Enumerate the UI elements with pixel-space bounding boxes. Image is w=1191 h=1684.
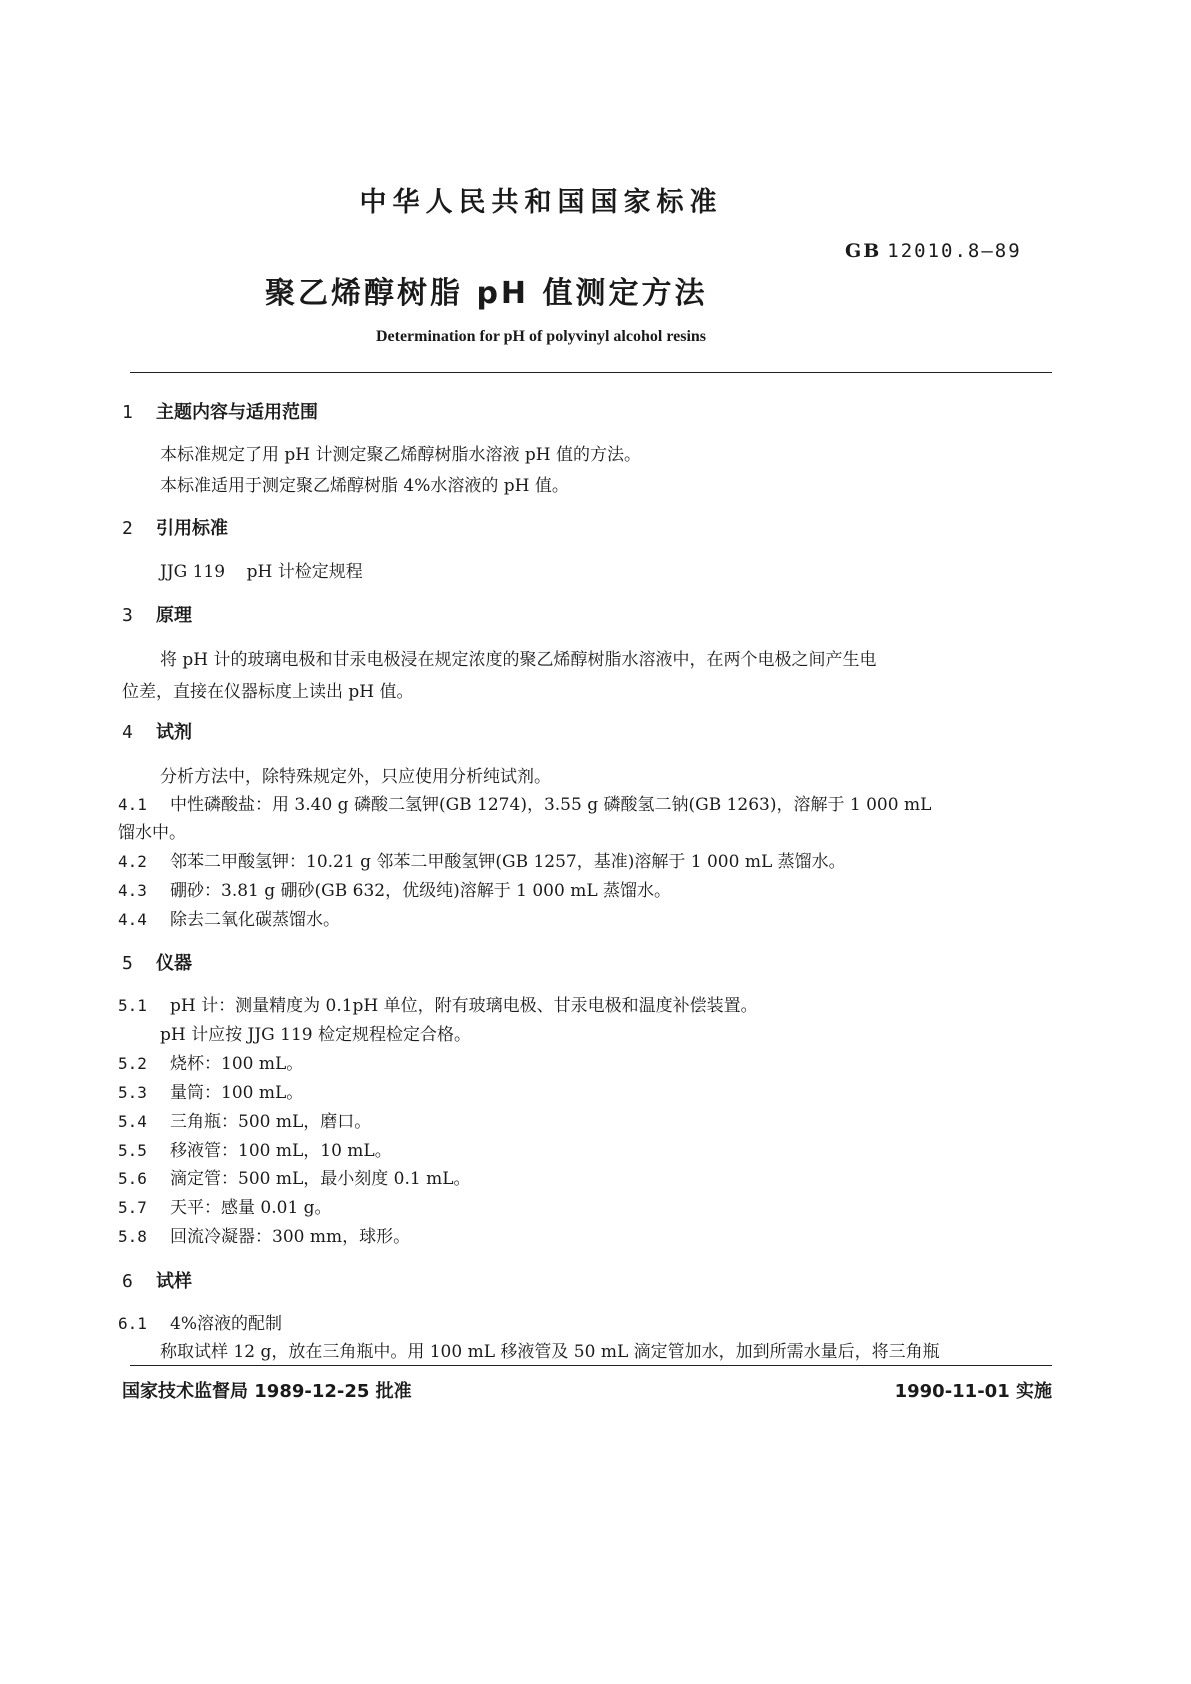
approval-date: 国家技术监督局 1989-12-25 批准 [122,1381,412,1402]
list-item: 5.3 量筒：100 mL。 [118,1083,304,1103]
list-item: 5.1 pH 计：测量精度为 0.1pH 单位，附有玻璃电极、甘汞电极和温度补偿装置。 [118,996,758,1016]
document-title: 聚乙烯醇树脂 pH 值测定方法 [265,276,708,311]
list-item: 4.2 邻苯二甲酸氢钾：10.21 g 邻苯二甲酸氢钾(GB 1257，基准)溶解于 1 000 mL 蒸馏水。 [118,852,846,872]
header-divider [130,372,1052,373]
standard-number [845,240,1022,262]
paragraph: 将 pH 计的玻璃电极和甘汞电极浸在规定浓度的聚乙烯醇树脂水溶液中，在两个电极之间产生电 [160,650,877,670]
section-heading-3: 3 原理 [122,605,192,626]
list-item: 5.5 移液管：100 mL，10 mL。 [118,1141,392,1161]
list-item: 4.3 硼砂：3.81 g 硼砂(GB 632，优级纯)溶解于 1 000 mL 蒸馏水。 [118,881,672,901]
standard-prefix: GB [845,240,882,262]
standard-code: 12010.8—89 [887,240,1022,262]
section-heading-6: 6 试样 [122,1271,192,1292]
list-item: 4.1 中性磷酸盐：用 3.40 g 磷酸二氢钾(GB 1274)，3.55 g 磷酸氢二钠(GB 1263)，溶解于 1 000 mL [118,795,932,815]
list-item: 5.8 回流冷凝器：300 mm，球形。 [118,1227,411,1247]
list-item: 5.6 滴定管：500 mL，最小刻度 0.1 mL。 [118,1169,471,1189]
list-item: 5.2 烧杯：100 mL。 [118,1054,304,1074]
paragraph: 本标准适用于测定聚乙烯醇树脂 4%水溶液的 pH 值。 [160,476,569,496]
section-heading-2: 2 引用标准 [122,518,228,539]
paragraph: JJG 119 pH 计检定规程 [160,562,363,582]
list-item: 6.1 4%溶液的配制 [118,1314,282,1334]
paragraph: 分析方法中，除特殊规定外，只应使用分析纯试剂。 [160,767,551,787]
effective-date: 1990-11-01 实施 [894,1381,1052,1402]
paragraph: 位差，直接在仪器标度上读出 pH 值。 [122,682,414,702]
paragraph: 本标准规定了用 pH 计测定聚乙烯醇树脂水溶液 pH 值的方法。 [160,445,642,465]
section-heading-4: 4 试剂 [122,722,192,743]
paragraph: 馏水中。 [118,823,186,843]
list-item: 5.4 三角瓶：500 mL，磨口。 [118,1112,372,1132]
section-heading-1: 1 主题内容与适用范围 [122,402,318,423]
list-item: 5.7 天平：感量 0.01 g。 [118,1198,332,1218]
paragraph: pH 计应按 JJG 119 检定规程检定合格。 [160,1025,471,1045]
footer-divider [130,1365,1052,1366]
list-item: 4.4 除去二氧化碳蒸馏水。 [118,910,340,930]
document-title-english: Determination for pH of polyvinyl alcohol resins [375,328,707,345]
issuing-authority: 中华人民共和国国家标准 [359,187,723,218]
paragraph: 称取试样 12 g，放在三角瓶中。用 100 mL 移液管及 50 mL 滴定管加水，加到所需水量后，将三角瓶 [160,1342,940,1362]
section-heading-5: 5 仪器 [122,953,192,974]
